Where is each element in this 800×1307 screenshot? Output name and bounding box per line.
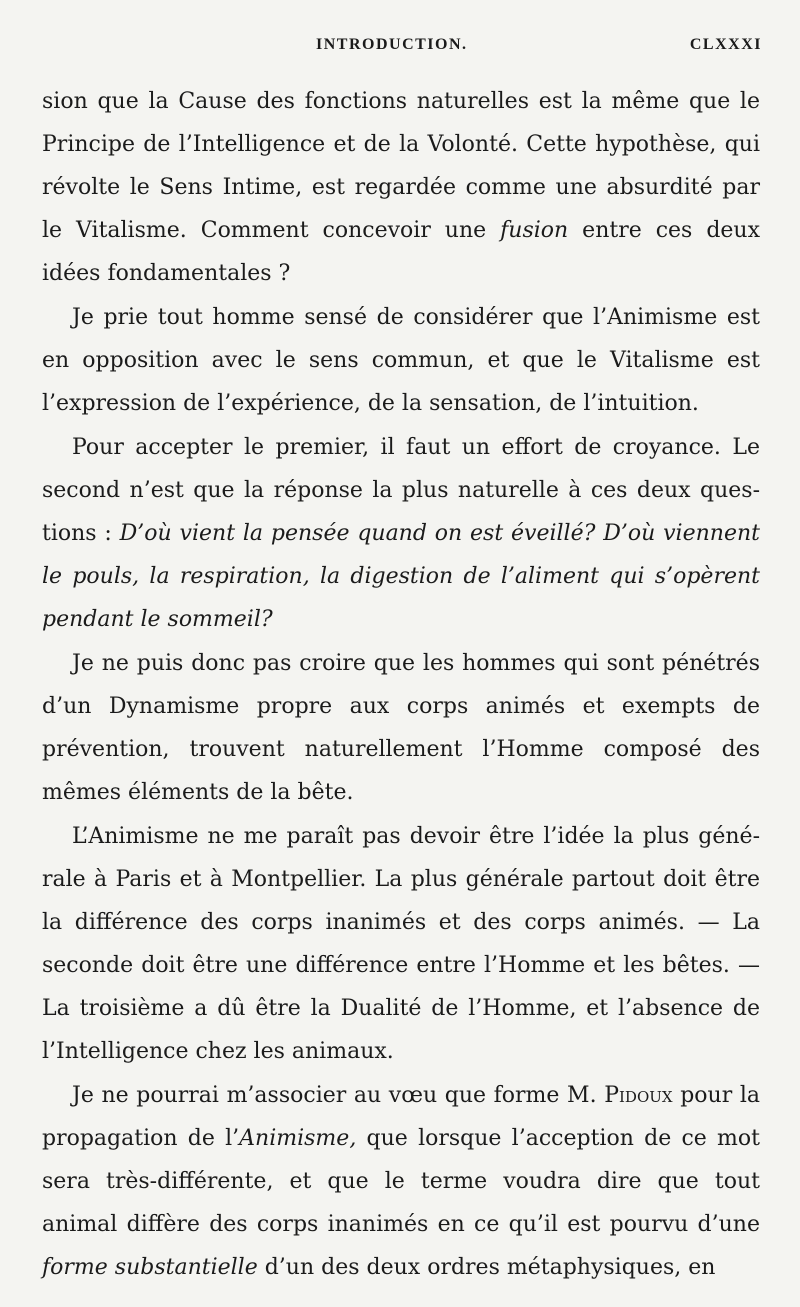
italic-run: Animisme,: [239, 1126, 357, 1151]
text-run: Je ne pourrai m’associer au vœu que forme M.: [72, 1083, 605, 1108]
italic-run: forme substantielle: [42, 1255, 258, 1280]
paragraph: [42, 1074, 760, 1289]
paragraph: [42, 296, 760, 425]
paragraph: [42, 642, 760, 814]
text-run: Je prie tout homme sensé de considérer que l’Animisme est en opposition avec le sens commun, et que le Vitalisme est l’expression de l’expérience, de la sensation, de l’intuition.: [42, 305, 760, 416]
text-run: Pour accepter le premier, il faut un effort de croyance. Le second n’est que la réponse la plus naturelle à ces deux questions :: [42, 435, 760, 546]
paragraph: [42, 80, 760, 295]
running-head: [40, 36, 762, 58]
text-run: d’un des deux ordres métaphysiques, en: [257, 1255, 716, 1280]
text-run: Je ne puis donc pas croire que les hommes qui sont pénétrés d’un Dynamisme propre aux corps animés et exempts de prévention, trouvent naturellement l’Homme composé des mêmes éléments de la bête.: [42, 651, 760, 805]
smallcaps-run: Pidoux: [604, 1083, 673, 1108]
italic-run: fusion: [500, 218, 569, 243]
text-run: L’Animisme ne me paraît pas devoir être l’idée la plus générale à Paris et à Montpellier. La plus générale partout doit être la différence des corps inanimés et des corps animés. — La seconde doit être une différence entre l’Homme et les bêtes. — La troisième a dû être la Dualité de l’Homme, et l’absence de l’Intelligence chez les animaux.: [42, 824, 760, 1064]
body-text: [42, 80, 760, 1289]
text-run: que lorsque l’acception de ce mot sera très-différente, et que le terme voudra dire que tout animal diffère des corps inanimés en ce qu’il est pourvu d’une: [42, 1126, 760, 1237]
text-run: sion que la Cause des fonctions naturelles est la même que le Principe de l’Intelligence et de la Volonté. Cette hypothèse, qui révolte le Sens Intime, est regardée comme une absurdité par le Vitalisme. Comment concevoir une: [42, 89, 760, 243]
text-run: entre ces deux idées fondamentales ?: [42, 218, 760, 286]
text-run: pour la propagation de l’: [42, 1083, 760, 1151]
italic-run: D’où vient la pensée quand on est éveillé? D’où viennent le pouls, la respiration, la digestion de l’aliment qui s’opèrent pendant le sommeil?: [42, 521, 760, 632]
page-number: CLXXXI: [689, 36, 762, 53]
running-title: INTRODUCTION.: [316, 36, 468, 53]
paragraph: [42, 815, 760, 1073]
paragraph: [42, 426, 760, 641]
